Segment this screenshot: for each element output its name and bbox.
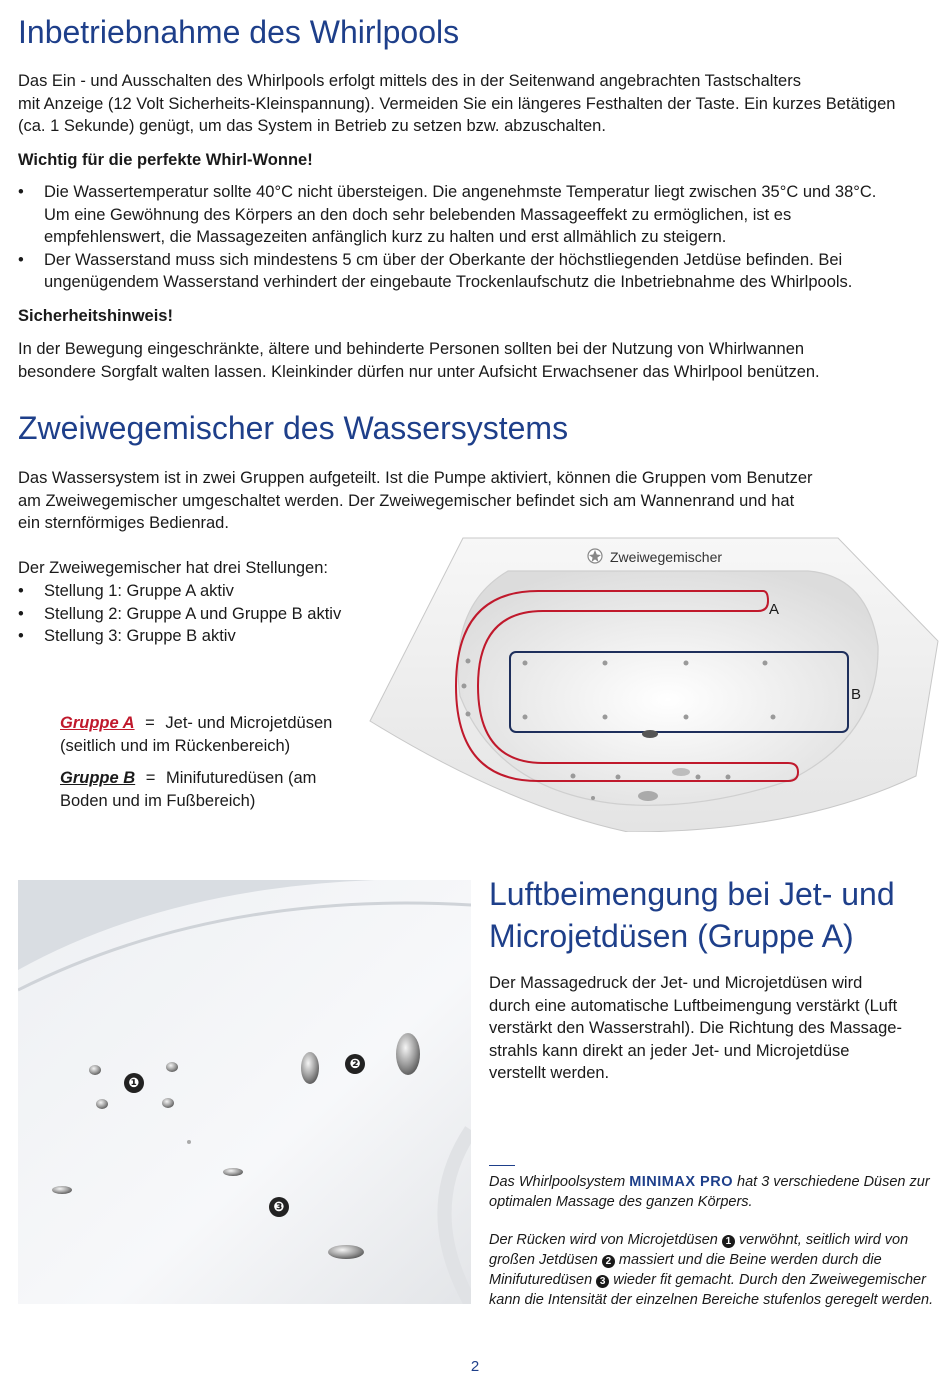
safety-paragraph xyxy=(18,338,938,383)
luftbeimengung-paragraph xyxy=(489,972,939,1085)
marker-2-icon: ❷ xyxy=(345,1054,365,1074)
equals-sign: = xyxy=(145,769,156,787)
group-a-label: Gruppe A xyxy=(60,714,135,732)
text-line: (ca. 1 Sekunde) genügt, um das System in Betrieb zu setzen bzw. abzuschalten. xyxy=(18,117,606,135)
text-line: durch eine automatische Luftbeimengung verstärkt (Luft xyxy=(489,996,898,1015)
group-b-label: Gruppe B xyxy=(60,769,136,787)
star-wheel-icon xyxy=(588,549,602,563)
caption-text: großen Jetdüsen xyxy=(489,1252,602,1268)
photo-background xyxy=(18,880,471,1304)
text-line: verstärkt den Wasserstrahl). Die Richtung des Massage- xyxy=(489,1019,902,1037)
whirlpool-tub-diagram xyxy=(368,536,940,832)
list-item: • Stellung 3: Gruppe B aktiv xyxy=(18,625,341,648)
text-line: strahls kann direkt an jeder Jet- und Microjetdüse xyxy=(489,1041,850,1060)
text-line: Das Wassersystem ist in zwei Gruppen aufgeteilt. Ist die Pumpe aktiviert, können die Gruppen vom Benutzer xyxy=(18,469,813,487)
caption-text: optimalen Massage des ganzen Körpers. xyxy=(489,1194,753,1210)
text-line: ein sternförmiges Bedienrad. xyxy=(18,514,229,532)
text-line: empfehlenswert, die Massagezeiten anfänglich kurz zu halten und erst allmählich zu steigern. xyxy=(44,228,727,246)
text-line: verstellt werden. xyxy=(489,1064,610,1082)
overflow-icon xyxy=(638,791,658,801)
caption-text: massiert und die Beine werden durch die xyxy=(614,1252,882,1268)
mixer-label: Zweiwegemischer xyxy=(610,549,723,565)
positions-list xyxy=(18,580,341,648)
equals-sign: = xyxy=(145,714,155,732)
group-a-description-cont: (seitlich und im Rückenbereich) xyxy=(60,736,291,755)
caption-text: kann die Intensität der einzelnen Bereiche stufenlos geregelt werden. xyxy=(489,1292,934,1308)
section-title-luftbeimengung xyxy=(489,873,895,957)
text-line: Der Massagedruck der Jet- und Microjetdüsen wird xyxy=(489,974,863,992)
group-b-marker: B xyxy=(851,686,862,703)
list-item xyxy=(18,181,938,249)
caption-text: wieder fit gemacht. Durch den Zweiwegemischer xyxy=(609,1272,926,1288)
title-line: Luftbeimengung bei Jet- und xyxy=(489,876,895,912)
text-line: Um eine Gewöhnung des Körpers an den doch sehr belebenden Massageeffekt zu ermöglichen, ist es xyxy=(44,205,792,224)
list-item xyxy=(18,249,938,294)
text-line: In der Bewegung eingeschränkte, ältere und behinderte Personen sollten bei der Nutzung von Whirlwannen xyxy=(18,340,805,358)
group-a-description: Jet- und Microjetdüsen xyxy=(165,714,333,732)
text-line: • Die Wassertemperatur sollte 40°C nicht übersteigen. Die angenehmste Temperatur liegt zwischen 35°C und 38°C. xyxy=(44,183,877,201)
photo-caption xyxy=(489,1172,939,1310)
important-list xyxy=(18,181,938,294)
marker-3-icon: 3 xyxy=(596,1275,609,1288)
marker-1-icon: 1 xyxy=(722,1235,735,1248)
text-line: am Zweiwegemischer umgeschaltet werden. Der Zweiwegemischer befindet sich am Wannenrand und hat xyxy=(18,491,795,510)
caption-divider xyxy=(489,1165,515,1166)
marker-3-icon: ❸ xyxy=(269,1197,289,1217)
group-b-legend xyxy=(60,767,380,812)
section-title-zweiwegemischer: Zweiwegemischer des Wassersystems xyxy=(18,410,569,446)
caption-text: Der Rücken wird von Microjetdüsen xyxy=(489,1232,722,1248)
section-title-inbetriebnahme: Inbetriebnahme des Whirlpools xyxy=(18,14,460,50)
caption-text: Das Whirlpoolsystem xyxy=(489,1174,630,1190)
text-line: mit Anzeige (12 Volt Sicherheits-Kleinspannung). Vermeiden Sie ein längeres Festhalten der Taste. Ein kurzes Betätigen xyxy=(18,94,896,113)
caption-text: hat 3 verschiedene Düsen zur xyxy=(732,1174,930,1190)
text-line: ungenügendem Wasserstand verhindert der eingebaute Trockenlaufschutz die Inbetriebnahme des Whirlpools. xyxy=(44,273,853,291)
text-line: besondere Sorgfalt walten lassen. Kleinkinder dürfen nur unter Aufsicht Erwachsener das Whirlpool benützen. xyxy=(18,362,820,381)
marker-1-icon: ❶ xyxy=(124,1073,144,1093)
brand-name: MINIMAX PRO xyxy=(629,1174,733,1190)
caption-text: verwöhnt, seitlich wird von xyxy=(734,1232,909,1248)
nozzle-photo xyxy=(18,880,471,1304)
important-heading: Wichtig für die perfekte Whirl-Wonne! xyxy=(18,151,313,169)
safety-heading: Sicherheitshinweis! xyxy=(18,307,173,325)
mixer-paragraph xyxy=(18,467,938,535)
drain-icon xyxy=(642,730,658,738)
intro-paragraph xyxy=(18,70,938,138)
group-b-description: Minifuturedüsen (am xyxy=(166,769,317,787)
page-number: 2 xyxy=(470,1358,480,1375)
group-a-legend xyxy=(60,712,380,757)
text-line: • Der Wasserstand muss sich mindestens 5 cm über der Oberkante der höchstliegenden Jetdüse befinden. Bei xyxy=(44,250,843,269)
text-line: Das Ein - und Ausschalten des Whirlpools erfolgt mittels des in der Seitenwand angebrachten Tastschalters xyxy=(18,72,801,90)
caption-text: Minifuturedüsen xyxy=(489,1272,597,1288)
jet-icon xyxy=(672,768,690,776)
marker-2-icon: 2 xyxy=(602,1255,615,1268)
title-line: Microjetdüsen (Gruppe A) xyxy=(489,918,854,954)
positions-heading: Der Zweiwegemischer hat drei Stellungen: xyxy=(18,559,328,577)
list-item: • Stellung 2: Gruppe A und Gruppe B aktiv xyxy=(18,603,341,626)
group-a-marker: A xyxy=(769,601,780,618)
group-b-description-cont: Boden und im Fußbereich) xyxy=(60,791,256,810)
list-item: • Stellung 1: Gruppe A aktiv xyxy=(18,580,341,603)
